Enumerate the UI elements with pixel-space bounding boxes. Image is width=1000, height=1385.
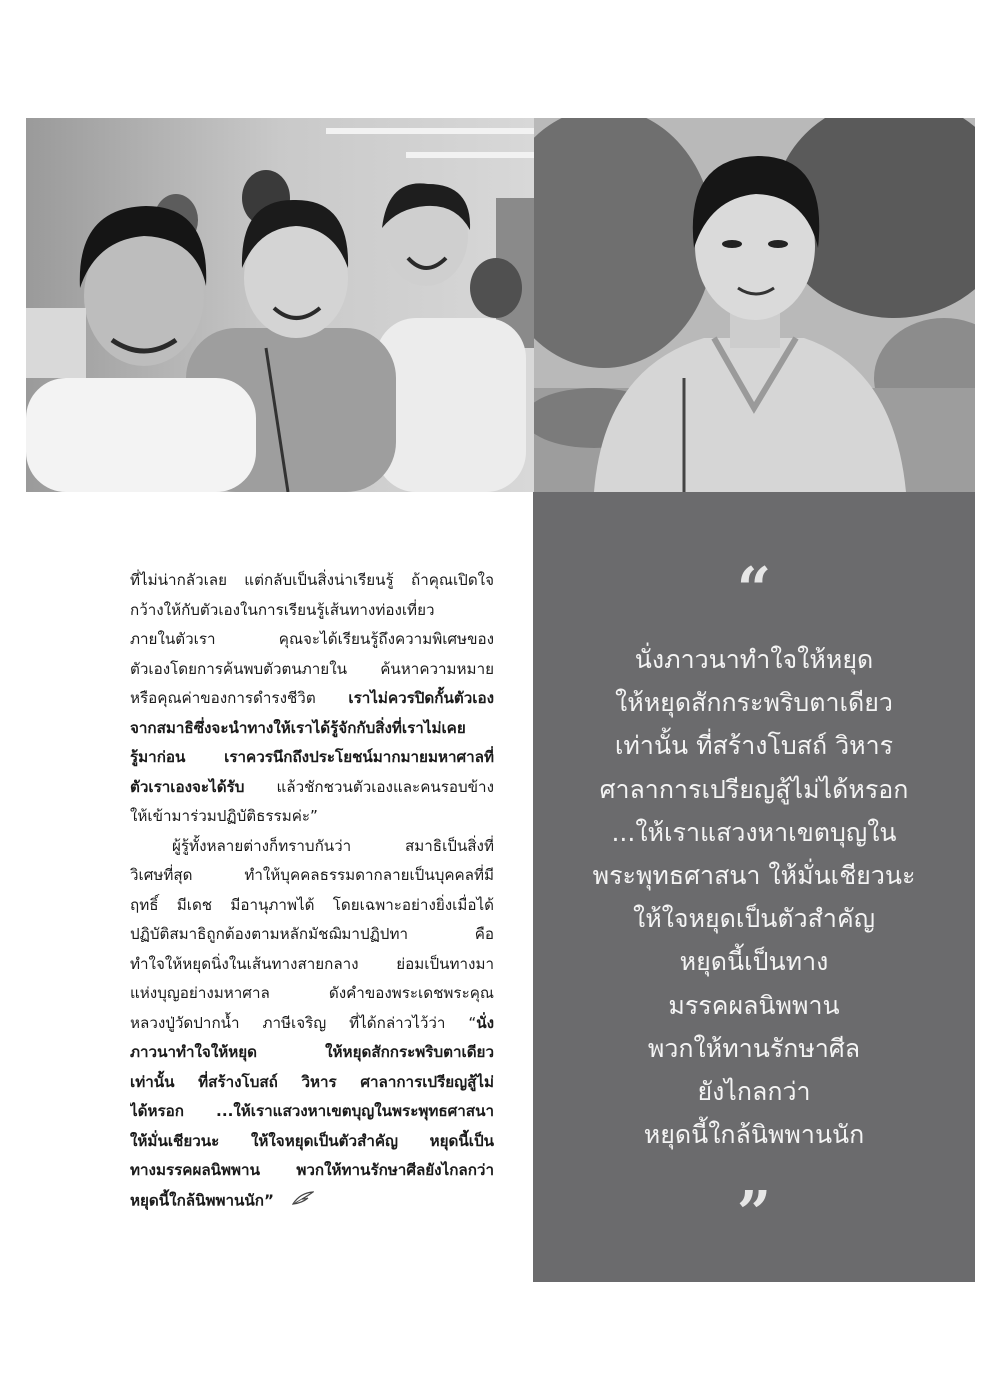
- article-line: ฤทธิ์ มีเดช มีอานุภาพได้ โดยเฉพาะอย่างยิ่งเมื่อได้: [130, 895, 494, 914]
- quote-line: พระพุทธศาสนา ให้มั่นเชียวนะ: [592, 861, 916, 891]
- article-line: หลวงปู่วัดปากน้ำ ภาษีเจริญ ที่ได้กล่าวไว้ว่า “นั่ง: [130, 1013, 494, 1032]
- article-line: ให้มั่นเชียวนะ ให้ใจหยุดเป็นตัวสำคัญ หยุดนี้เป็น: [130, 1131, 494, 1150]
- quote-line: ...ให้เราแสวงหาเขตบุญใน: [611, 817, 897, 847]
- article-line: รู้มาก่อน เราควรนึกถึงประโยชน์มากมายมหาศาลที่: [130, 748, 494, 766]
- article-line: ผู้รู้ทั้งหลายต่างก็ทราบกันว่า สมาธิเป็นสิ่งที่: [172, 836, 494, 855]
- article-line: ทางมรรคผลนิพพาน พวกให้ทานรักษาศีลยังไกลกว่า: [130, 1161, 494, 1179]
- article-line: ภาวนาทำใจให้หยุด ให้หยุดสักกระพริบตาเดียว: [130, 1043, 494, 1061]
- photo-group-women: [26, 118, 534, 492]
- article-body: [130, 566, 494, 1215]
- feather-end-icon: [292, 1186, 314, 1216]
- quote-line: พวกให้ทานรักษาศีล: [647, 1033, 861, 1063]
- article-line: กว้างให้กับตัวเองในการเรียนรู้เส้นทางท่องเที่ยว: [130, 600, 435, 619]
- article-line: เท่านั้น ที่สร้างโบสถ์ วิหาร ศาลาการเปรียญสู้ไม่: [130, 1072, 494, 1091]
- article-line: ตัวเราเองจะได้รับ แล้วชักชวนตัวเองและคนรอบข้าง: [130, 777, 494, 796]
- photo-young-woman: [534, 118, 975, 492]
- quote-line: ให้หยุดสักกระพริบตาเดียว: [615, 688, 893, 718]
- article-line: ให้เข้ามาร่วมปฏิบัติธรรมค่ะ”: [130, 807, 318, 825]
- quote-line: นั่งภาวนาทำใจให้หยุด: [634, 645, 874, 674]
- quote-text: [533, 638, 975, 1156]
- close-quote-mark: ”: [736, 1179, 772, 1249]
- article-line: ทำใจให้หยุดนิ่งในเส้นทางสายกลาง ย่อมเป็นทางมา: [130, 954, 494, 973]
- open-quote-mark: “: [736, 555, 772, 625]
- quote-line: ยังไกลกว่า: [697, 1077, 811, 1107]
- quote-line: เท่านั้น ที่สร้างโบสถ์ วิหาร: [614, 731, 894, 761]
- article-line: ตัวเองโดยการค้นพบตัวตนภายใน ค้นหาความหมาย: [130, 659, 494, 678]
- quote-line: ศาลาการเปรียญสู้ไม่ได้หรอก: [599, 774, 909, 804]
- quote-line: หยุดนี้ใกล้นิพพานนัก: [643, 1120, 865, 1150]
- article-line: หรือคุณค่าของการดำรงชีวิต เราไม่ควรปิดกั้นตัวเอง: [130, 689, 494, 707]
- quote-panel: [533, 492, 975, 1282]
- article-line: หยุดนี้ใกล้นิพพานนัก”: [130, 1186, 494, 1216]
- article-line: ปฏิบัติสมาธิถูกต้องตามหลักมัชฌิมาปฏิปทา คือ: [130, 925, 494, 943]
- article-line: ภายในตัวเรา คุณจะได้เรียนรู้ถึงความพิเศษของ: [130, 630, 494, 648]
- quote-line: มรรคผลนิพพาน: [668, 990, 840, 1020]
- article-line: จากสมาธิซึ่งจะนำทางให้เราได้รู้จักกับสิ่งที่เราไม่เคย: [130, 718, 466, 737]
- article-line: ที่ไม่น่ากลัวเลย แต่กลับเป็นสิ่งน่าเรียนรู้ ถ้าคุณเปิดใจ: [130, 571, 494, 589]
- photo-young-woman-image: [534, 118, 975, 492]
- article-line: วิเศษที่สุด ทำให้บุคคลธรรมดากลายเป็นบุคคลที่มี: [130, 866, 494, 884]
- article-line: ได้หรอก ...ให้เราแสวงหาเขตบุญในพระพุทธศาสนา: [130, 1102, 494, 1120]
- article-line: แห่งบุญอย่างมหาศาล ดังคำของพระเดชพระคุณ: [130, 984, 494, 1002]
- quote-line: หยุดนี้เป็นทาง: [679, 947, 829, 977]
- photo-group-women-image: [26, 118, 534, 492]
- quote-line: ให้ใจหยุดเป็นตัวสำคัญ: [632, 904, 875, 934]
